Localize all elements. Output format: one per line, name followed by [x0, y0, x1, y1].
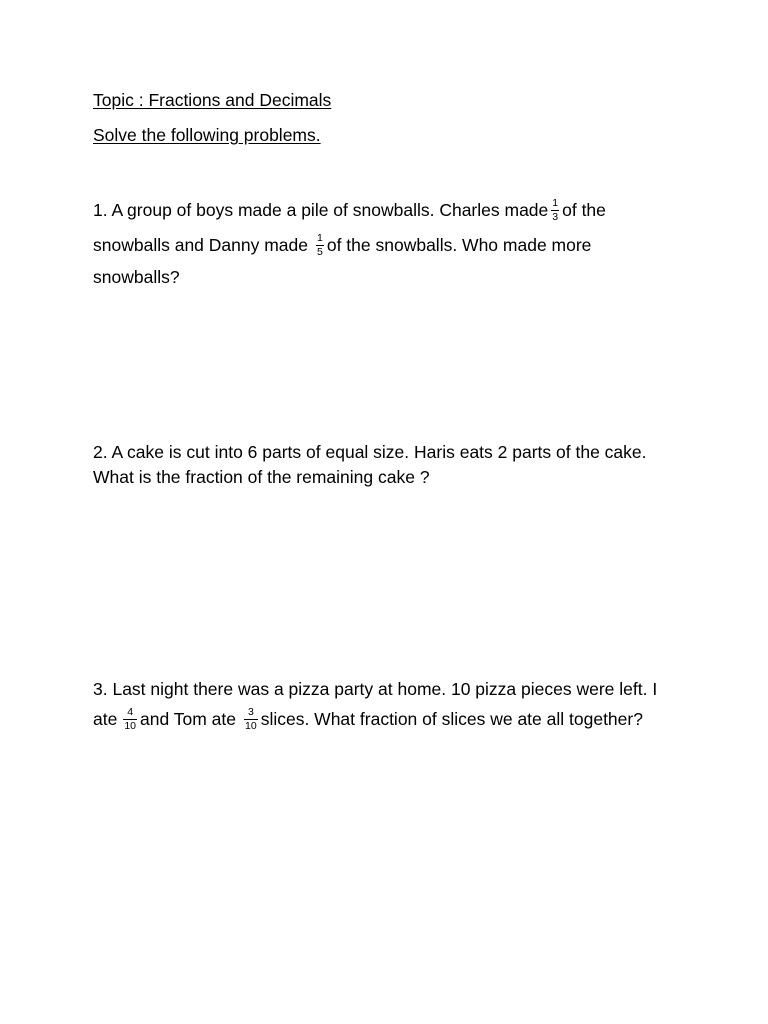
fraction-numerator: 3	[247, 705, 254, 718]
problem-1-line-3: snowballs?	[93, 267, 180, 287]
problem-1-line-1	[93, 198, 606, 224]
fraction-four-tenths	[123, 707, 137, 732]
problem-1-text-b: of the	[562, 200, 606, 220]
problem-3-text-c: slices. What fraction of slices we ate all together?	[260, 709, 643, 729]
fraction-three-tenths	[244, 707, 258, 732]
fraction-numerator: 1	[552, 196, 559, 209]
problem-1-text-d: of the snowballs. Who made more	[326, 235, 592, 255]
problem-3-line-2	[93, 707, 643, 733]
problem-3-text-b: and Tom ate	[140, 709, 237, 729]
problem-3-line-1: 3. Last night there was a pizza party at home. 10 pizza pieces were left. I	[93, 679, 658, 699]
fraction-one-third	[551, 198, 559, 223]
fraction-denominator: 5	[317, 245, 323, 258]
fraction-one-fifth	[316, 233, 324, 258]
problem-3-text-a: ate	[93, 709, 118, 729]
topic-heading: Topic : Fractions and Decimals	[93, 90, 332, 110]
problem-2-line-2: What is the fraction of the remaining cake ?	[93, 467, 430, 487]
fraction-denominator: 3	[552, 210, 559, 223]
fraction-denominator: 10	[124, 719, 137, 732]
problem-1-text-a: 1. A group of boys made a pile of snowballs. Charles made	[93, 200, 549, 220]
problem-1-line-2	[93, 233, 591, 259]
instructions-heading: Solve the following problems.	[93, 125, 321, 145]
problem-1-text-c: snowballs and Danny made	[93, 235, 308, 255]
fraction-denominator: 10	[245, 719, 257, 732]
fraction-numerator: 4	[127, 705, 134, 718]
fraction-numerator: 1	[317, 231, 323, 244]
problem-2-line-1: 2. A cake is cut into 6 parts of equal size. Haris eats 2 parts of the cake.	[93, 442, 647, 462]
